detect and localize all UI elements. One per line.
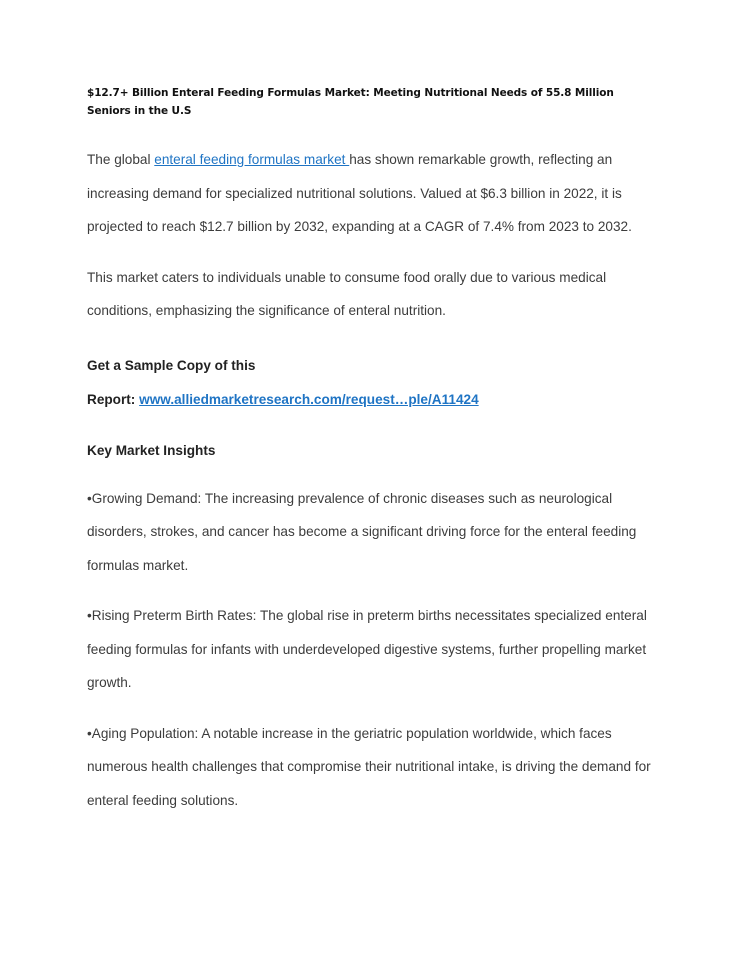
intro-suffix: has shown remarkable growth, reflecting an increasing demand for specialized nutritional solutions. Valued at $6.3 billion in 2022, it is projected to reach $12.7 billion by 2032, expanding at a CAGR of 7.4% from 2023 to 2032. bbox=[87, 152, 632, 234]
market-description-paragraph: This market caters to individuals unable to consume food orally due to various medical conditions, emphasizing the significance of enteral nutrition. bbox=[87, 269, 607, 318]
sample-copy-block bbox=[87, 349, 652, 417]
intro-prefix: The global bbox=[87, 152, 155, 167]
document-page bbox=[87, 84, 652, 834]
sample-copy-heading: Get a Sample Copy of this bbox=[87, 357, 256, 373]
insight-preterm-birth: •Rising Preterm Birth Rates: The global rise in preterm births necessitates specialized enteral feeding formulas for infants with underdeveloped digestive systems, further propelling market growth. bbox=[87, 608, 647, 690]
market-report-link[interactable]: enteral feeding formulas market bbox=[154, 152, 350, 167]
key-insights-heading: Key Market Insights bbox=[87, 442, 216, 458]
insight-aging-population: •Aging Population: A notable increase in the geriatric population worldwide, which faces numerous health challenges that compromise their nutritional intake, is driving the demand for enteral feeding solutions. bbox=[87, 725, 651, 808]
intro-paragraph bbox=[87, 143, 652, 244]
report-label: Report: bbox=[87, 391, 136, 407]
sample-request-link[interactable]: www.alliedmarketresearch.com/request…ple/A11424 bbox=[139, 391, 479, 407]
sample-report-line bbox=[87, 383, 652, 417]
document-title: $12.7+ Billion Enteral Feeding Formulas Market: Meeting Nutritional Needs of 55.8 Million Seniors in the U.S bbox=[87, 87, 614, 117]
insight-growing-demand: •Growing Demand: The increasing prevalence of chronic diseases such as neurological disorders, strokes, and cancer has become a significant driving force for the enteral feeding formulas market. bbox=[87, 490, 637, 573]
